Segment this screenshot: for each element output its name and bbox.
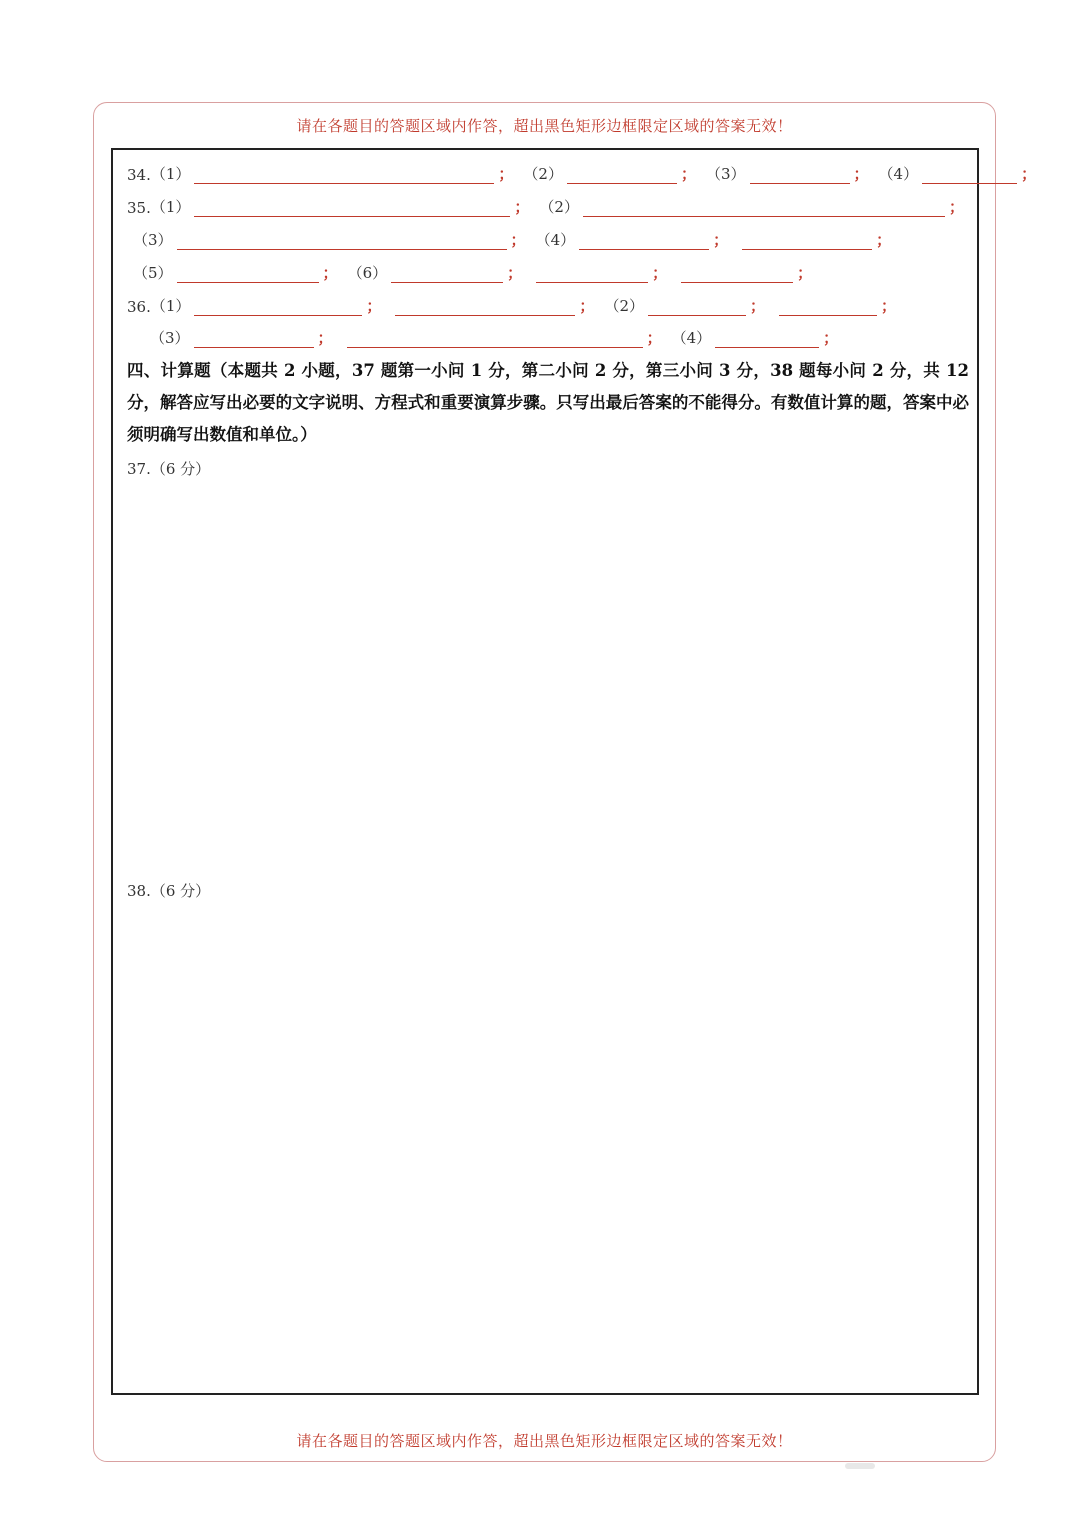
q35-row-1 <box>127 195 974 217</box>
q37-heading: 37.（6 分） <box>127 460 211 478</box>
q36-row-1 <box>127 294 906 316</box>
q35-part4-label: （4） <box>535 231 576 249</box>
q35-semicolon: ； <box>713 231 729 249</box>
q36-semicolon: ； <box>317 329 333 347</box>
q35-part1-label: （1） <box>150 198 191 216</box>
q35-semicolon: ； <box>322 264 338 282</box>
q36-part3-blank-b[interactable] <box>347 329 643 348</box>
q35-row-2 <box>133 228 901 250</box>
q34-number: 34. <box>127 166 151 184</box>
bottom-warning: 请在各题目的答题区域内作答，超出黑色矩形边框限定区域的答案无效！ <box>296 1432 793 1450</box>
q36-part3-label: （3） <box>150 329 190 347</box>
q34-part2-label: （2） <box>523 165 563 183</box>
q36-part4-blank[interactable] <box>715 329 819 348</box>
q36-semicolon: ； <box>646 329 662 347</box>
q36-part1-blank-b[interactable] <box>395 297 575 316</box>
q34-semicolon: ； <box>853 165 869 183</box>
q38-heading: 38.（6 分） <box>127 882 211 900</box>
q36-semicolon: ； <box>366 297 382 315</box>
q34-part3-blank[interactable] <box>750 165 850 184</box>
q36-part2-blank-b[interactable] <box>779 297 877 316</box>
q35-part1-blank[interactable] <box>194 198 510 217</box>
q35-part2-blank[interactable] <box>583 198 945 217</box>
q35-part3-label: （3） <box>133 231 173 249</box>
q34-semicolon: ； <box>680 165 696 183</box>
q36-part1-blank-a[interactable] <box>194 297 362 316</box>
q35-semicolon: ； <box>652 264 668 282</box>
q34-part1-blank[interactable] <box>194 165 494 184</box>
section-4-text: （本题共 2 小题，37 题第一小问 1 分，第二小问 2 分，第三小问 3 分，38 题每小问 2 分，共 12 分，解答应写出必要的文字说明、方程式和重要演算步骤。只写出最后答案的不能得分。有数值计算的题，答案中必须明确写出数值和单位。） <box>127 361 970 444</box>
q35-part3-blank[interactable] <box>177 231 507 250</box>
q35-row-3 <box>133 261 822 283</box>
q35-part4-blank-b[interactable] <box>742 231 872 250</box>
q36-part4-label: （4） <box>671 329 712 347</box>
q36-semicolon: ； <box>749 297 765 315</box>
q36-part2-blank-a[interactable] <box>648 297 746 316</box>
section-4-title: 四、计算题 <box>127 361 211 380</box>
q35-number: 35. <box>127 199 151 217</box>
q35-part5-blank[interactable] <box>177 264 319 283</box>
q36-semicolon: ； <box>579 297 595 315</box>
q35-part6-blank-c[interactable] <box>681 264 793 283</box>
section-4-instructions <box>127 355 969 451</box>
q36-part2-label: （2） <box>604 297 644 315</box>
q36-semicolon: ； <box>881 297 897 315</box>
q35-semicolon: ； <box>797 264 813 282</box>
q35-semicolon: ； <box>514 198 530 216</box>
q35-part6-label: （6） <box>347 264 388 282</box>
scan-smudge <box>845 1463 875 1469</box>
q34-part2-blank[interactable] <box>567 165 677 184</box>
q35-semicolon: ； <box>876 231 892 249</box>
q36-part1-label: （1） <box>150 297 191 315</box>
q36-semicolon: ； <box>823 329 839 347</box>
q36-number: 36. <box>127 298 151 316</box>
q35-part6-blank-a[interactable] <box>391 264 503 283</box>
q34-part4-blank[interactable] <box>922 165 1017 184</box>
q34-part1-label: （1） <box>150 165 191 183</box>
q34-semicolon: ； <box>498 165 514 183</box>
q35-part5-label: （5） <box>133 264 173 282</box>
q35-part2-label: （2） <box>539 198 579 216</box>
q36-part3-blank-a[interactable] <box>194 329 314 348</box>
q34-part4-label: （4） <box>878 165 919 183</box>
q35-semicolon: ； <box>948 198 964 216</box>
q35-semicolon: ； <box>507 264 523 282</box>
q35-part4-blank-a[interactable] <box>579 231 709 250</box>
q35-semicolon: ； <box>510 231 526 249</box>
q35-part6-blank-b[interactable] <box>536 264 648 283</box>
q36-row-2 <box>150 326 848 348</box>
q34-row <box>127 162 1046 184</box>
top-warning: 请在各题目的答题区域内作答，超出黑色矩形边框限定区域的答案无效！ <box>296 117 793 135</box>
q34-semicolon: ； <box>1021 165 1037 183</box>
q34-part3-label: （3） <box>705 165 746 183</box>
